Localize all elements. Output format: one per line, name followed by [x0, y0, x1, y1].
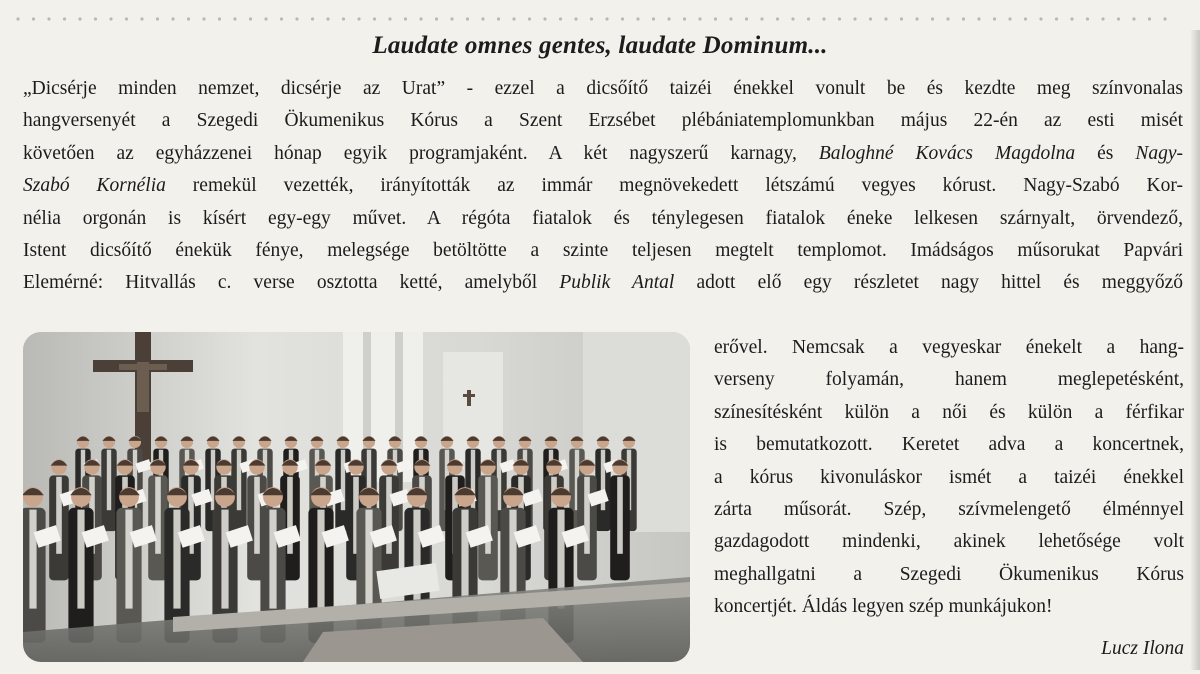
- text-span: Elemérné: Hitvallás c. verse osztotta ketté, amelyből: [23, 272, 538, 294]
- dot: [884, 17, 887, 20]
- page-edge-shadow: [1190, 30, 1200, 670]
- text-line: koncertjét. Áldás legyen szép munkájukon!: [714, 596, 1053, 618]
- dot: [311, 17, 314, 20]
- dot: [326, 17, 329, 20]
- text-line: Istent dicsőítő énekük fénye, melegsége betöltötte a szinte teljesen megtelt templomot. Imádságos műsorukat Papvári: [23, 240, 1183, 262]
- dot: [776, 17, 779, 20]
- dot: [1132, 17, 1135, 20]
- dot: [698, 17, 701, 20]
- dot: [450, 17, 453, 20]
- text-span: és: [1075, 142, 1136, 164]
- dot: [171, 17, 174, 20]
- dot: [760, 17, 763, 20]
- text-line: nélia orgonán is kísért egy-egy művet. A régóta fiatalok és ténylegesen fiatalok éneke lelkesen szárnyalt, örvendező,: [23, 207, 1183, 229]
- choir-figure-part: [237, 450, 241, 511]
- choir-figure-part: [617, 477, 623, 554]
- dot: [1024, 17, 1027, 20]
- choir-figure-part: [56, 477, 62, 554]
- dot: [652, 17, 655, 20]
- choir-photo: [23, 332, 690, 662]
- dot: [1039, 17, 1042, 20]
- choir-figure-part: [269, 510, 276, 609]
- text-line-with-names: [23, 138, 1183, 170]
- dot: [853, 17, 856, 20]
- dotted-rule: [0, 0, 1200, 26]
- dot: [63, 17, 66, 20]
- dot: [373, 17, 376, 20]
- text-span: követően az egyházzenei hónap egyik programjaként. A két nagyszerű karnagy,: [23, 142, 797, 164]
- dot: [528, 17, 531, 20]
- person-name: Baloghné Kovács Magdolna: [818, 142, 1076, 164]
- dot: [404, 17, 407, 20]
- dot: [47, 17, 50, 20]
- dot: [683, 17, 686, 20]
- person-name: Publik Antal: [559, 272, 675, 294]
- text-line: zárta műsorát. Szép, szívmelengető élménnyel: [714, 499, 1184, 521]
- dot: [543, 17, 546, 20]
- dot: [931, 17, 934, 20]
- dot: [1070, 17, 1073, 20]
- dot: [202, 17, 205, 20]
- text-line: gazdagodott mindenki, akinek lehetősége volt: [714, 531, 1184, 553]
- dot: [32, 17, 35, 20]
- text-line: a kórus kivonuláskor ismét a taizéi énekkel: [714, 466, 1184, 488]
- dot: [264, 17, 267, 20]
- previous-page-bleed: [0, 0, 1200, 26]
- dot: [1008, 17, 1011, 20]
- person-name: Szabó Kornélia: [23, 175, 166, 197]
- dot: [838, 17, 841, 20]
- dot: [807, 17, 810, 20]
- text-span: adott elő egy részletet nagy hittel és meggyőző: [674, 272, 1184, 294]
- dot: [280, 17, 283, 20]
- dot: [156, 17, 159, 20]
- dot: [342, 17, 345, 20]
- article-body-right-column: [714, 332, 1184, 624]
- dot: [900, 17, 903, 20]
- text-line: erővel. Nemcsak a vegyeskar énekelt a hang-: [714, 337, 1184, 358]
- dot: [481, 17, 484, 20]
- dot: [667, 17, 670, 20]
- dot: [388, 17, 391, 20]
- dot: [791, 17, 794, 20]
- dot: [1117, 17, 1120, 20]
- choir-figure-part: [107, 450, 111, 511]
- text-span: remekül vezették, irányították az immár megnövekedett létszámú vegyes kórust. Nagy-Szabó Kor-: [165, 175, 1183, 197]
- author-signature: Lucz Ilona: [1101, 638, 1184, 659]
- article-body-top: [23, 73, 1183, 300]
- dot: [590, 17, 593, 20]
- dot: [636, 17, 639, 20]
- dot: [187, 17, 190, 20]
- dot: [605, 17, 608, 20]
- person-name: Nagy-: [1135, 142, 1183, 164]
- dot: [962, 17, 965, 20]
- dot: [993, 17, 996, 20]
- dot: [822, 17, 825, 20]
- choir-figure-part: [254, 477, 260, 554]
- choir-figure-part: [173, 510, 180, 609]
- dot: [419, 17, 422, 20]
- text-line: „Dicsérje minden nemzet, dicsérje az Urat” - ezzel a dicsőítő taizéi énekkel vonult be és kezdte meg színvonalas: [23, 78, 1183, 99]
- article-title: Laudate omnes gentes, laudate Dominum...: [372, 32, 828, 59]
- dot: [869, 17, 872, 20]
- dot: [140, 17, 143, 20]
- dot: [497, 17, 500, 20]
- text-line-with-names: [23, 267, 1183, 299]
- text-line: meghallgatni a Szegedi Ökumenikus Kórus: [714, 563, 1184, 585]
- choir-figure-part: [365, 510, 372, 609]
- dot: [559, 17, 562, 20]
- dot: [357, 17, 360, 20]
- dot: [1086, 17, 1089, 20]
- dot: [218, 17, 221, 20]
- dot: [1163, 17, 1166, 20]
- choir-figure-part: [155, 477, 161, 554]
- dot: [125, 17, 128, 20]
- dot: [1101, 17, 1104, 20]
- text-line: verseny folyamán, hanem meglepetésként,: [714, 369, 1184, 391]
- choir-figure-part: [584, 477, 590, 554]
- dot: [16, 17, 19, 20]
- dot: [745, 17, 748, 20]
- dot: [512, 17, 515, 20]
- dot: [94, 17, 97, 20]
- dot: [109, 17, 112, 20]
- choir-figure-part: [461, 510, 468, 609]
- dot: [78, 17, 81, 20]
- dot: [233, 17, 236, 20]
- dot: [729, 17, 732, 20]
- choir-illustration: [23, 332, 690, 662]
- dot: [435, 17, 438, 20]
- dot: [621, 17, 624, 20]
- dot: [1055, 17, 1058, 20]
- text-line: színesítésként külön a női és külön a férfikar: [714, 401, 1184, 423]
- text-line-with-names: [23, 170, 1183, 202]
- choir-figure-part: [77, 510, 84, 609]
- choir-figure-part: [221, 510, 228, 609]
- dot: [946, 17, 949, 20]
- choir-figure-part: [29, 510, 36, 609]
- dot: [466, 17, 469, 20]
- text-line: is bemutatkozott. Keretet adva a koncertnek,: [714, 434, 1184, 456]
- text-line: hangversenyét a Szegedi Ökumenikus Kórus a Szent Erzsébet plébániatemplomunkban május 22-én az esti misét: [23, 110, 1183, 132]
- choir-figure-part: [125, 510, 132, 609]
- dot: [295, 17, 298, 20]
- dot: [249, 17, 252, 20]
- dot: [1148, 17, 1151, 20]
- choir-figure-part: [317, 510, 324, 609]
- dot: [574, 17, 577, 20]
- dot: [915, 17, 918, 20]
- dot: [977, 17, 980, 20]
- dot: [714, 17, 717, 20]
